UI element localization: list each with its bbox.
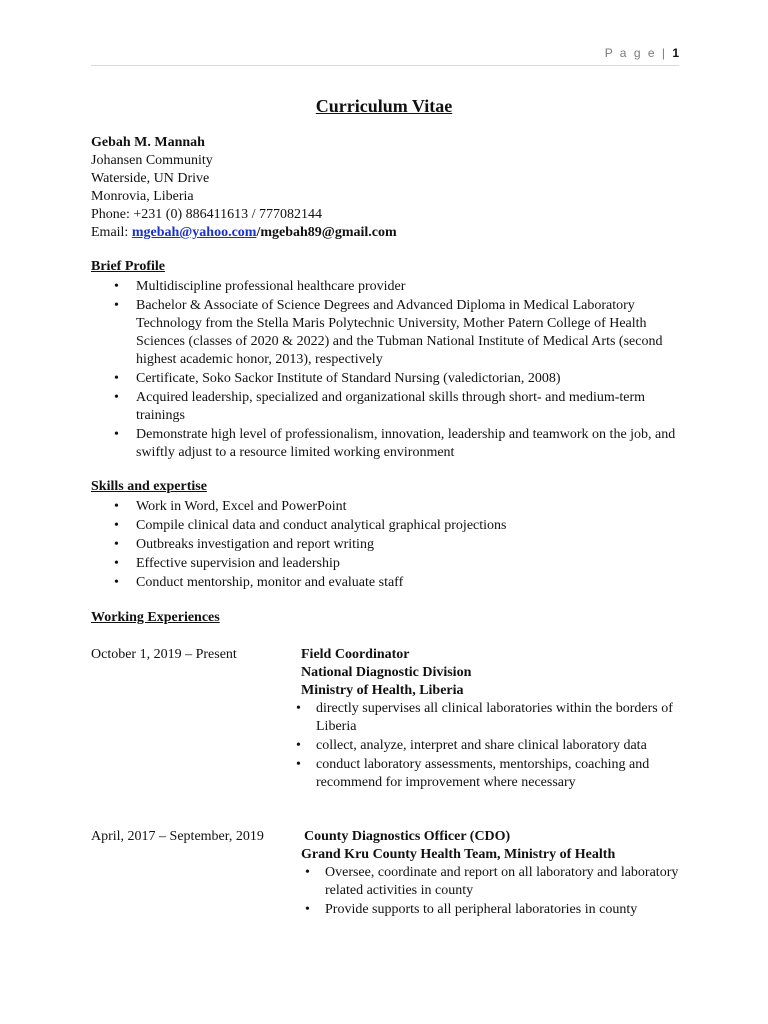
list-item: • Outbreaks investigation and report writing bbox=[91, 536, 681, 554]
job-2-role: County Diagnostics Officer (CDO) bbox=[304, 829, 511, 844]
job-2-details bbox=[301, 828, 681, 920]
list-item: • conduct laboratory assessments, mentorships, coaching and recommend for improvement where necessary bbox=[301, 756, 691, 792]
job-2-duties bbox=[301, 864, 681, 919]
skills-list bbox=[91, 498, 681, 593]
brief-profile-list bbox=[91, 278, 681, 463]
contact-block bbox=[91, 134, 681, 242]
list-item: • collect, analyze, interpret and share clinical laboratory data bbox=[301, 737, 691, 755]
list-item: • Acquired leadership, specialized and organizational skills through short- and medium-term trainings bbox=[91, 389, 681, 425]
address-line-1: Johansen Community bbox=[91, 153, 213, 168]
experience-heading: Working Experiences bbox=[91, 610, 220, 625]
brief-profile-heading: Brief Profile bbox=[91, 259, 165, 274]
job-1-details bbox=[301, 646, 691, 793]
job-1-duties bbox=[301, 700, 691, 792]
page-label: P a g e bbox=[604, 46, 657, 60]
address-line-3: Monrovia, Liberia bbox=[91, 189, 194, 204]
email-primary-link[interactable]: mgebah@yahoo.com bbox=[131, 225, 257, 240]
list-item: • Oversee, coordinate and report on all laboratory and laboratory related activities in county bbox=[310, 864, 681, 900]
list-item: • Conduct mentorship, monitor and evaluate staff bbox=[91, 574, 681, 592]
skills-heading: Skills and expertise bbox=[91, 479, 207, 494]
email-secondary: /mgebah89@gmail.com bbox=[256, 225, 397, 240]
email-label: Email: bbox=[91, 225, 132, 240]
job-2-dates: April, 2017 – September, 2019 bbox=[91, 829, 264, 844]
email-line bbox=[91, 224, 681, 242]
page-number-label bbox=[605, 46, 679, 60]
list-item: • Multidiscipline professional healthcare provider bbox=[91, 278, 681, 296]
job-1-org-line-2: Ministry of Health, Liberia bbox=[301, 683, 464, 698]
document-title: Curriculum Vitae bbox=[315, 96, 453, 116]
list-item: • Bachelor & Associate of Science Degrees and Advanced Diploma in Medical Laboratory Technology from the Stella Maris Polytechnic University, Mother Patern College of Health Sciences (classes of 2020 & 2022) and the Tubman National Institute of Medical Arts (second highest academic honor, 2013), respectively bbox=[91, 297, 681, 369]
person-name: Gebah M. Mannah bbox=[91, 135, 205, 150]
list-item: • Provide supports to all peripheral laboratories in county bbox=[310, 901, 681, 919]
page-header bbox=[91, 46, 679, 66]
page-number: 1 bbox=[672, 46, 679, 60]
phone-line: Phone: +231 (0) 886411613 / 777082144 bbox=[91, 207, 322, 222]
list-item: • Certificate, Soko Sackor Institute of Standard Nursing (valedictorian, 2008) bbox=[91, 370, 681, 388]
list-item: • Compile clinical data and conduct analytical graphical projections bbox=[91, 517, 681, 535]
job-2-org-line-1: Grand Kru County Health Team, Ministry of Health bbox=[301, 847, 616, 862]
list-item: • Work in Word, Excel and PowerPoint bbox=[91, 498, 681, 516]
job-1-role: Field Coordinator bbox=[301, 647, 410, 662]
job-1-org-line-1: National Diagnostic Division bbox=[301, 665, 472, 680]
page-separator: | bbox=[661, 46, 667, 60]
list-item: • directly supervises all clinical laboratories within the borders of Liberia bbox=[301, 700, 691, 736]
list-item: • Demonstrate high level of professionalism, innovation, leadership and teamwork on the job, and swiftly adjust to a resource limited working environment bbox=[91, 426, 681, 462]
address-line-2: Waterside, UN Drive bbox=[91, 171, 210, 186]
list-item: • Effective supervision and leadership bbox=[91, 555, 681, 573]
job-1-dates: October 1, 2019 – Present bbox=[91, 647, 237, 662]
